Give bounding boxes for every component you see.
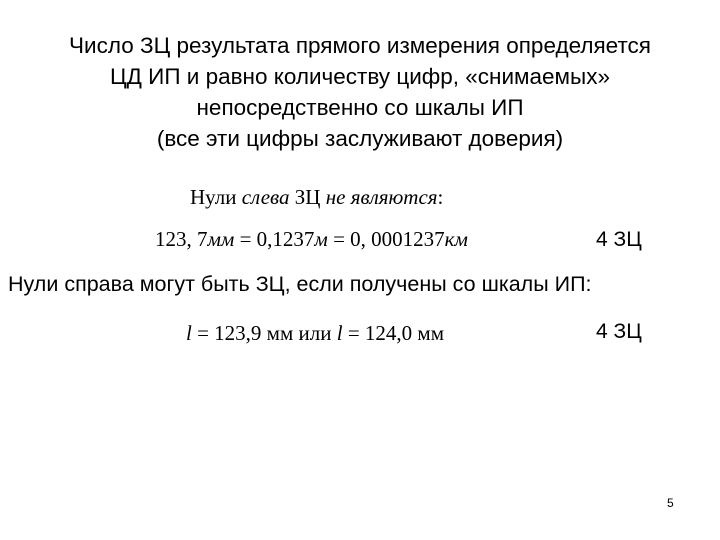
rule-text: Нули <box>190 185 242 209</box>
formula-value: 0,1237 <box>256 227 315 251</box>
formula-equals: = <box>234 227 257 251</box>
intro-line: Число ЗЦ результата прямого измерения определяется <box>69 33 651 58</box>
significant-digits-count: 4 ЗЦ <box>596 228 642 251</box>
zeros-left-rule <box>190 185 443 210</box>
formula-unit: м <box>314 227 328 251</box>
rule-text: : <box>437 185 444 209</box>
example-text: = 124,0 мм <box>342 321 444 345</box>
example-variable: l <box>186 321 192 345</box>
page-number: 5 <box>667 496 674 510</box>
example-variable: l <box>336 321 343 345</box>
formula-value: 0, 0001237 <box>350 227 445 251</box>
rule-text: ЗЦ <box>289 185 326 209</box>
intro-line: ЦД ИП и равно количеству цифр, «снимаемых» <box>110 64 610 89</box>
intro-line: непосредственно со шкалы ИП <box>196 95 524 120</box>
measurement-example <box>186 321 444 346</box>
formula-unit: мм <box>207 227 235 251</box>
zeros-right-rule: Нули справа могут быть ЗЦ, если получены со шкалы ИП: <box>8 272 592 296</box>
rule-emphasis: не являются <box>325 185 438 209</box>
conversion-formula <box>155 227 468 252</box>
formula-value: 123, 7 <box>155 227 208 251</box>
significant-digits-count: 4 ЗЦ <box>596 320 642 343</box>
formula-unit: км <box>444 227 468 251</box>
intro-paragraph <box>0 30 720 154</box>
formula-equals: = <box>327 227 351 251</box>
intro-line: (все эти цифры заслуживают доверия) <box>156 126 564 151</box>
rule-emphasis: слева <box>241 185 290 209</box>
example-text: = 123,9 мм или <box>191 321 337 345</box>
